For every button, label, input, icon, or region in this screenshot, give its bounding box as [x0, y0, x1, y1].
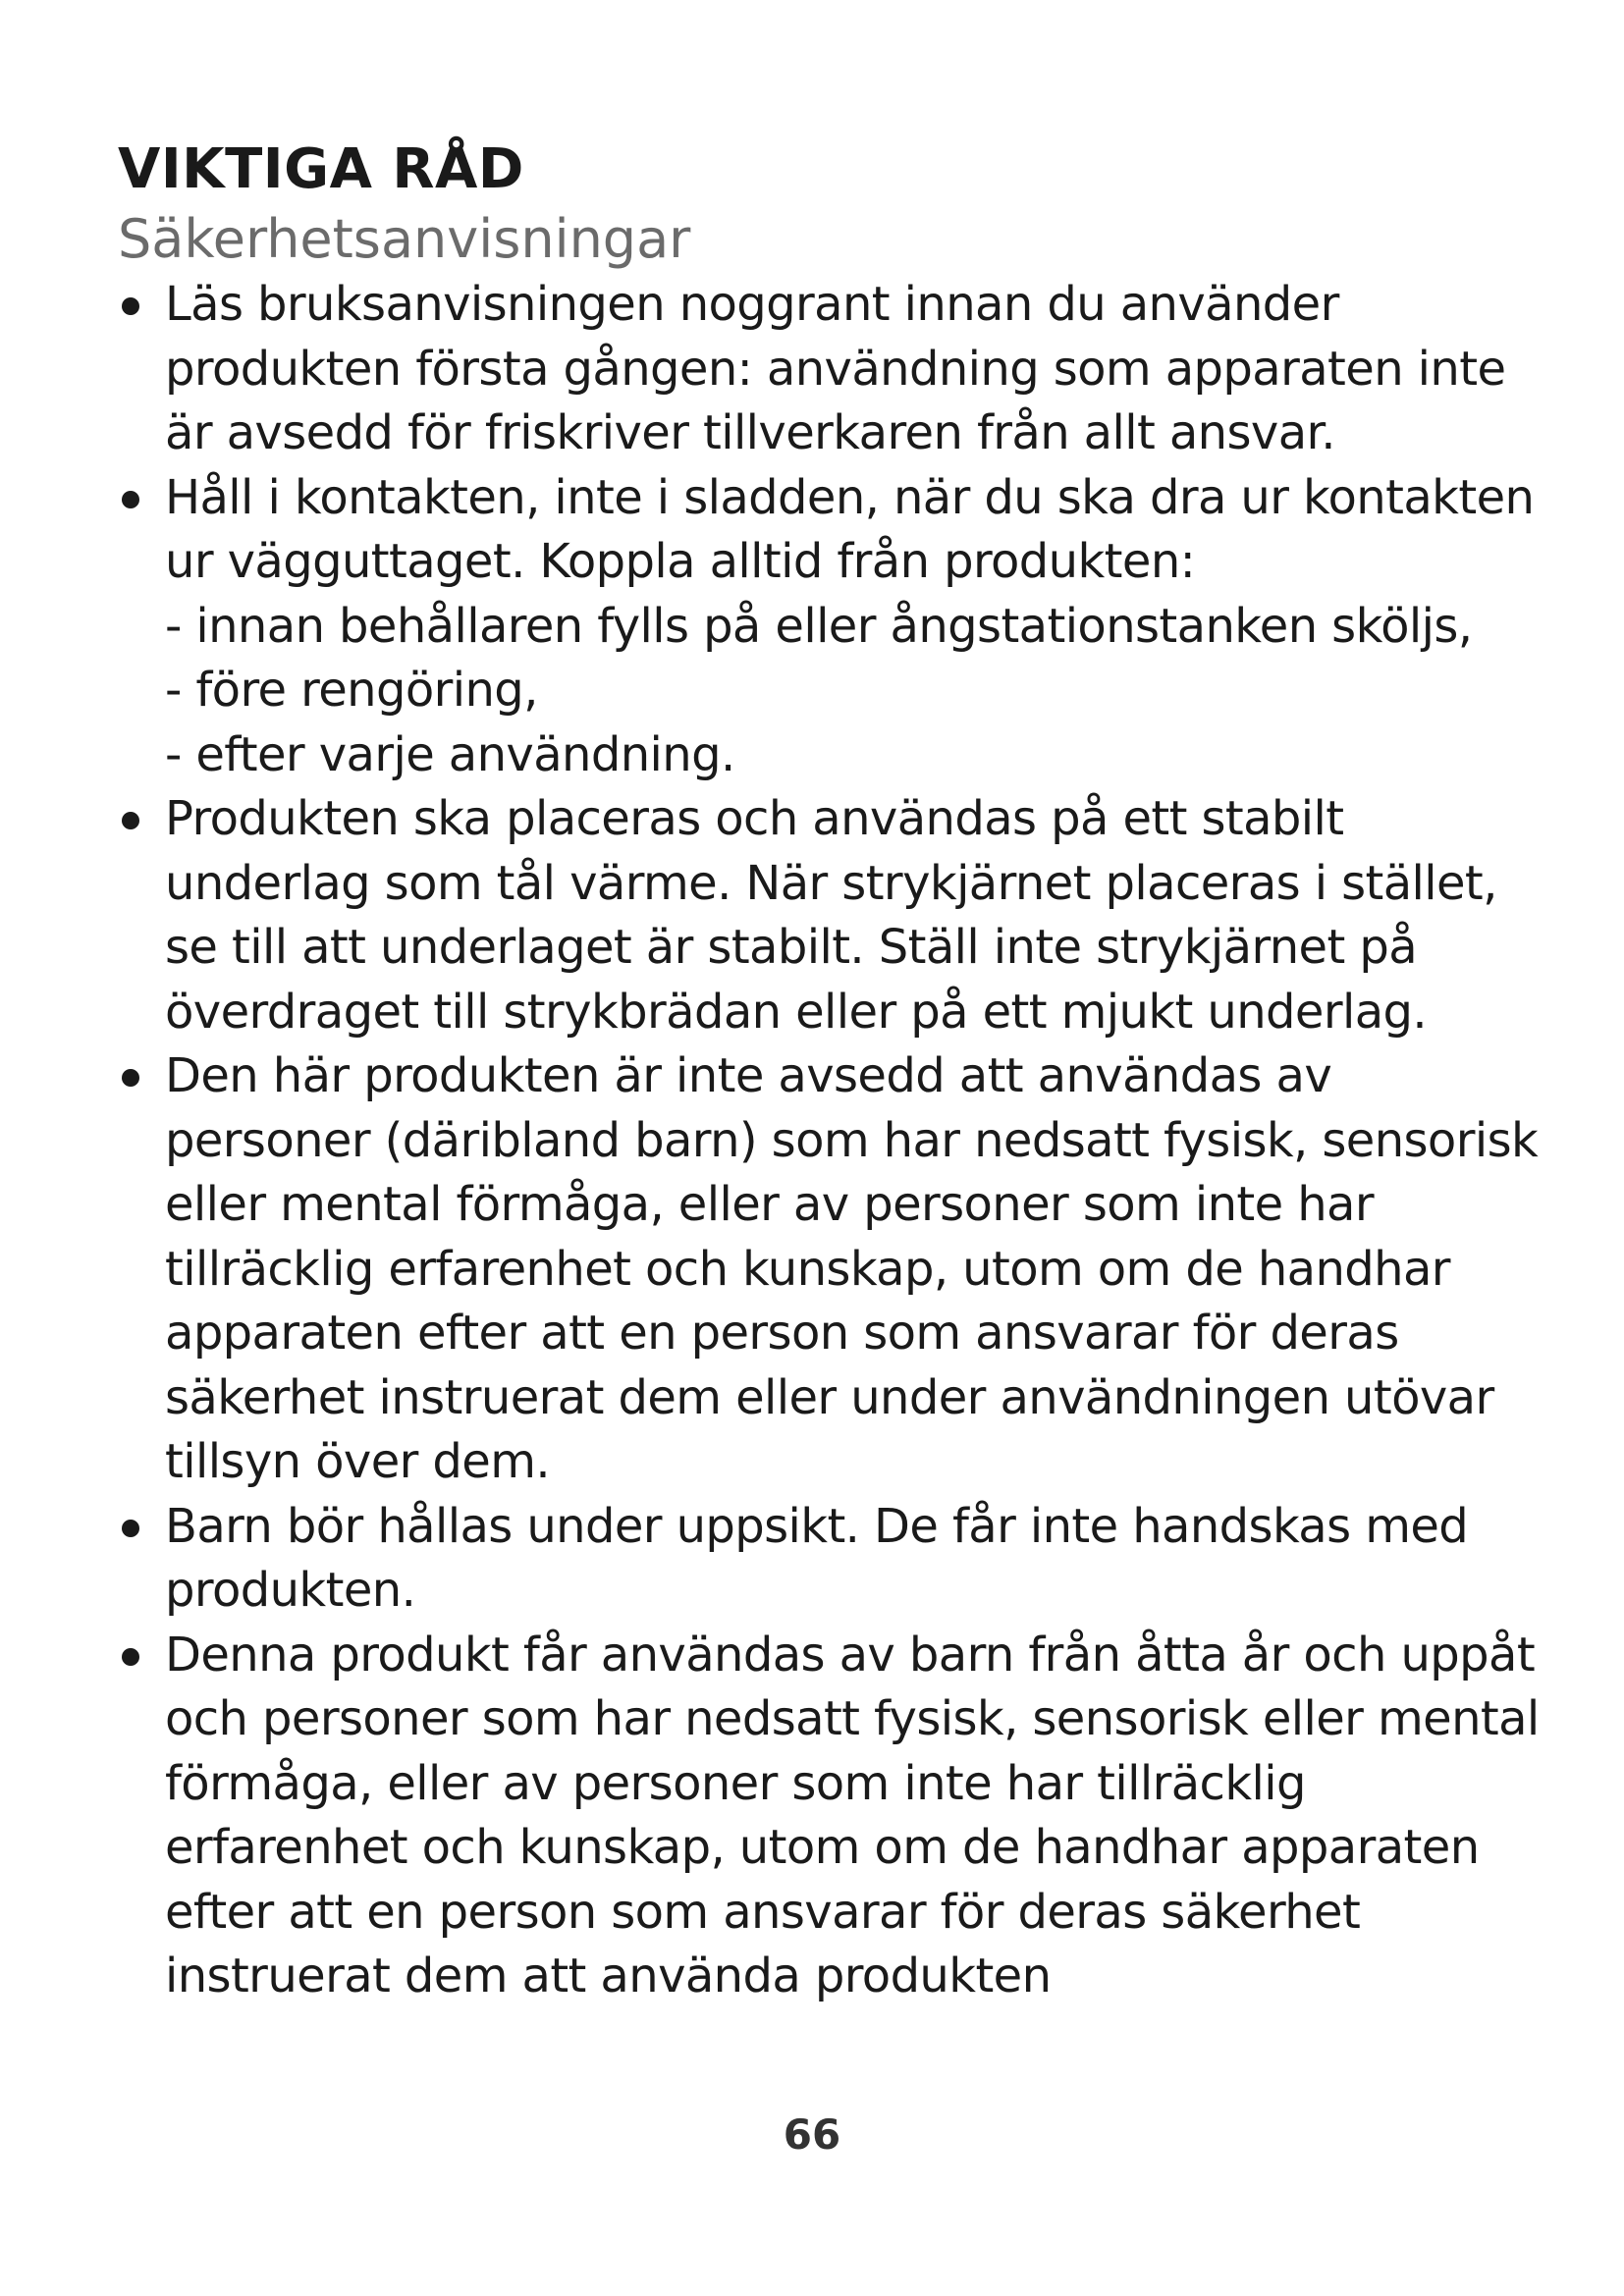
list-item-text: Den här produkten är inte avsedd att användas av personer (däribland barn) som har nedsatt fysisk, sensorisk eller mental förmåga, eller av personer som inte har tillräcklig erfarenhet och kunskap, utom om de handhar apparaten efter att en person som ansvarar för deras säkerhet instruerat dem eller under användningen utövar tillsyn över dem.	[165, 1048, 1539, 1489]
list-item-text: Läs bruksanvisningen noggrant innan du använder produkten första gången: användning som apparaten inte är avsedd för friskriver tillverkaren från allt ansvar.	[165, 277, 1506, 460]
safety-instructions-list	[118, 273, 1542, 2009]
list-item-text: Produkten ska placeras och användas på ett stabilt underlag som tål värme. När strykjärnet placeras i stället, se till att underlaget är stabilt. Ställ inte strykjärnet på överdraget till strykbrädan eller på ett mjukt underlag.	[165, 791, 1497, 1040]
sub-item: - efter varje användning.	[165, 726, 735, 782]
list-item	[118, 1624, 1542, 2009]
page-heading: VIKTIGA RÅD	[118, 137, 524, 201]
bullet-icon	[122, 491, 139, 508]
bullet-icon	[122, 1648, 139, 1666]
bullet-icon	[122, 812, 139, 829]
bullet-icon	[122, 1069, 139, 1087]
sub-item: - innan behållaren fylls på eller ångstationstanken sköljs,	[165, 598, 1473, 654]
list-item-text: Denna produkt får användas av barn från åtta år och uppåt och personer som har nedsatt fysisk, sensorisk eller mental förmåga, eller av personer som inte har tillräcklig erfarenhet och kunskap, utom om de handhar apparaten efter att en person som ansvarar för deras säkerhet instruerat dem att använda produkten	[165, 1627, 1540, 2003]
list-item	[118, 273, 1542, 466]
list-item	[118, 1044, 1542, 1495]
sub-item: - före rengöring,	[165, 663, 538, 718]
document-body	[118, 137, 1542, 2009]
list-item	[118, 1495, 1542, 1624]
list-item	[118, 787, 1542, 1044]
page-number: 66	[783, 2110, 841, 2159]
section-subheading: Säkerhetsanvisningar	[118, 208, 691, 270]
bullet-icon	[122, 297, 139, 315]
list-item	[118, 466, 1542, 788]
list-item-text: Håll i kontakten, inte i sladden, när du ska dra ur kontakten ur vägguttaget. Koppla alltid från produkten:	[165, 469, 1535, 589]
list-item-text: Barn bör hållas under uppsikt. De får inte handskas med produkten.	[165, 1498, 1469, 1618]
bullet-icon	[122, 1520, 139, 1537]
